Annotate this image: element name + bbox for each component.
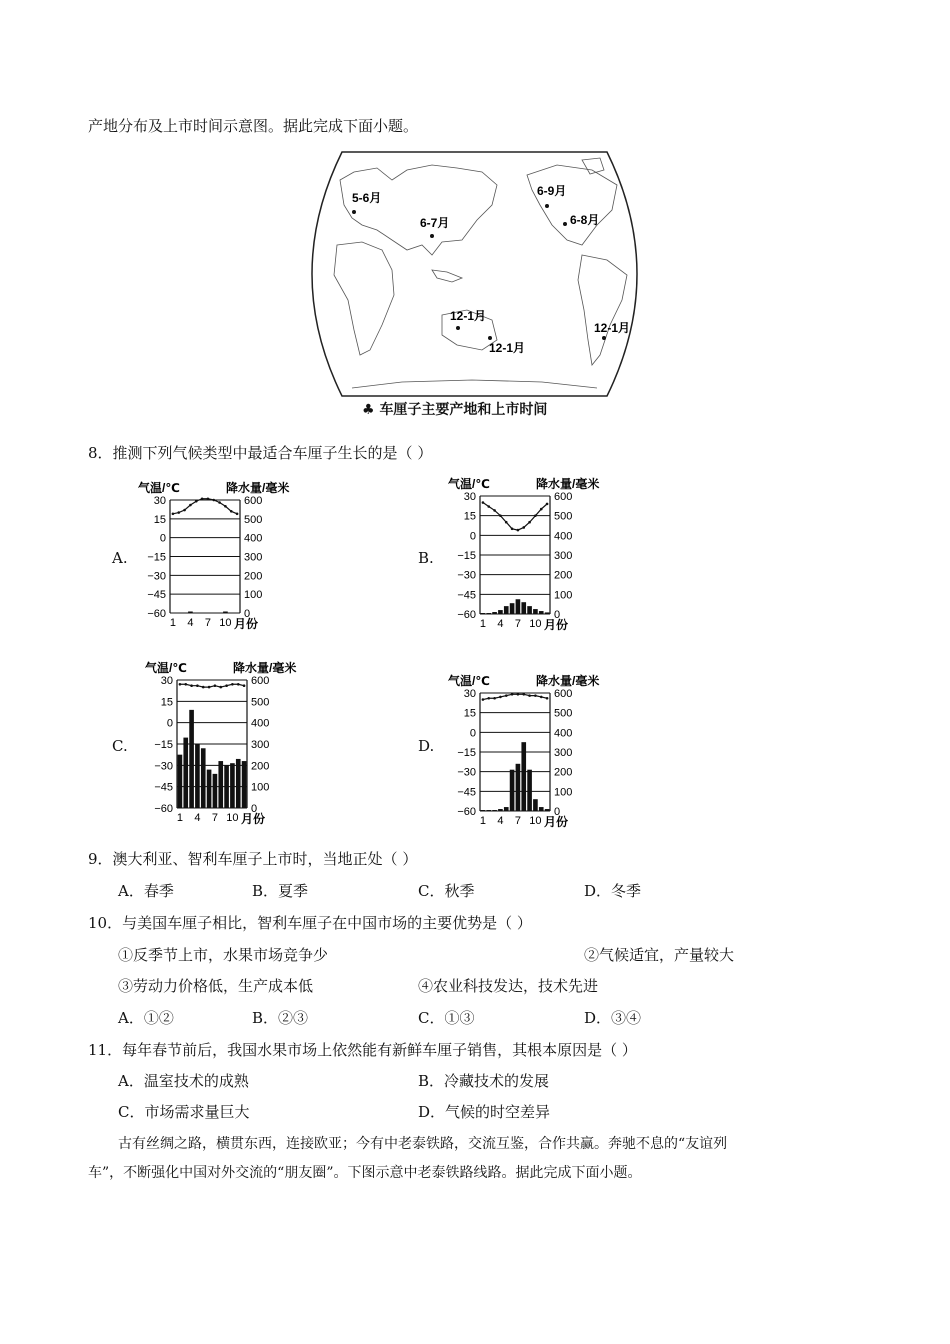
- temp-point: [230, 510, 233, 513]
- temp-tick-label: 0: [469, 530, 476, 543]
- temp-tick-label: 30: [463, 491, 476, 503]
- precip-bar: [183, 738, 188, 808]
- precip-tick-label: 300: [251, 739, 270, 751]
- world-map: [282, 150, 667, 398]
- temp-point: [517, 529, 520, 532]
- temp-point: [540, 696, 543, 699]
- temp-tick-label: 30: [160, 675, 173, 687]
- temp-point: [237, 683, 240, 686]
- temp-tick-label: −45: [457, 589, 476, 602]
- precip-tick-label: 400: [244, 532, 263, 545]
- q9-stem: 9．澳大利亚、智利车厘子上市时，当地正处（ ）: [88, 850, 418, 868]
- map-label: 12-1月: [450, 309, 487, 323]
- temp-axis-title: 气温/℃: [448, 477, 490, 491]
- precip-tick-label: 400: [554, 727, 573, 740]
- map-label: 12-1月: [489, 341, 526, 355]
- climate-chart-d: [448, 673, 618, 833]
- temp-point: [190, 684, 193, 687]
- precip-bar: [516, 599, 521, 614]
- q11-option-b[interactable]: B．冷藏技术的发展: [418, 1072, 550, 1090]
- precip-tick-label: 200: [554, 569, 573, 582]
- month-tick-label: 7: [514, 618, 521, 630]
- passage-line-2: 车”，不断强化中国对外交流的“朋友圈”。下图示意中老泰铁路线路。据此完成下面小题。: [88, 1165, 642, 1181]
- month-tick-label: 10: [226, 812, 239, 824]
- temp-point: [522, 693, 525, 696]
- temp-point: [189, 504, 192, 507]
- temp-point: [179, 683, 182, 686]
- temp-tick-label: 15: [463, 510, 476, 523]
- precip-bar: [207, 770, 212, 808]
- cherry-marker: [545, 204, 549, 208]
- q11-option-d[interactable]: D．气候的时空差异: [418, 1103, 551, 1121]
- month-tick-label: 1: [479, 815, 486, 827]
- temp-point: [214, 684, 217, 687]
- temp-axis-title: 气温/℃: [138, 481, 180, 495]
- precip-bar: [195, 744, 200, 808]
- q10-item-4: ④农业科技发达，技术先进: [418, 977, 599, 995]
- precip-tick-label: 0: [554, 609, 561, 621]
- cherry-marker: [456, 326, 460, 330]
- temp-point: [493, 697, 496, 700]
- precip-bar: [516, 764, 521, 811]
- precip-tick-label: 500: [251, 696, 270, 709]
- passage-line-1: 古有丝绸之路，横贯东西，连接欧亚；今有中老泰铁路，交流互鉴，合作共赢。奔驰不息的“友谊列: [118, 1136, 728, 1152]
- month-tick-label: 1: [169, 617, 176, 629]
- precip-tick-label: 0: [251, 803, 258, 815]
- temp-tick-label: −45: [457, 786, 476, 799]
- temp-tick-label: −30: [457, 766, 476, 779]
- temp-point: [534, 514, 537, 517]
- temp-point: [177, 511, 180, 514]
- precip-bar: [223, 611, 228, 613]
- month-tick-label: 4: [194, 812, 201, 824]
- temp-point: [534, 694, 537, 697]
- precip-bar: [230, 763, 235, 808]
- month-axis-title: 月份: [241, 812, 266, 826]
- temp-tick-label: 15: [160, 696, 173, 709]
- temp-point: [511, 527, 514, 530]
- precip-bar: [486, 810, 491, 811]
- precip-bar: [539, 611, 544, 614]
- temp-axis-title: 气温/℃: [448, 674, 490, 688]
- precip-bar: [521, 602, 526, 614]
- q9-option-d[interactable]: D．冬季: [584, 882, 642, 900]
- temp-point: [172, 513, 175, 516]
- q10-option-c[interactable]: C．①③: [418, 1009, 475, 1027]
- precip-bar: [236, 759, 241, 808]
- temp-point: [482, 501, 485, 504]
- precip-bar: [498, 610, 503, 614]
- temp-point: [499, 696, 502, 699]
- temp-point: [202, 686, 205, 689]
- precip-bar: [486, 613, 491, 614]
- temp-tick-label: −15: [457, 550, 476, 562]
- temp-tick-label: −15: [154, 739, 173, 751]
- month-tick-label: 4: [497, 618, 504, 630]
- precip-tick-label: 300: [554, 550, 573, 562]
- month-axis-title: 月份: [234, 617, 259, 631]
- temp-point: [499, 514, 502, 517]
- temp-point: [208, 686, 211, 689]
- precip-bar: [527, 770, 532, 811]
- precip-bar: [539, 807, 544, 811]
- temp-point: [231, 683, 234, 686]
- map-label: 6-9月: [537, 184, 567, 198]
- precip-tick-label: 100: [244, 589, 263, 602]
- q10-item-2: ②气候适宜，产量较大: [584, 946, 735, 964]
- temp-tick-label: −30: [154, 760, 173, 773]
- temp-point: [196, 684, 199, 687]
- temp-point: [487, 697, 490, 700]
- temp-point: [528, 694, 531, 697]
- q10-option-a[interactable]: A．①②: [118, 1009, 174, 1027]
- temp-tick-label: 30: [463, 688, 476, 700]
- precip-axis-title: 降水量/毫米: [226, 481, 290, 495]
- precip-bar: [492, 810, 497, 811]
- precip-bar: [533, 799, 538, 811]
- precip-tick-label: 400: [251, 717, 270, 730]
- temp-tick-label: 0: [159, 532, 166, 545]
- temp-line: [173, 499, 237, 514]
- q10-option-d[interactable]: D．③④: [584, 1009, 642, 1027]
- temp-tick-label: −45: [154, 781, 173, 794]
- month-tick-label: 10: [529, 815, 542, 827]
- q8-stem: 8．推测下列气候类型中最适合车厘子生长的是（ ）: [88, 444, 433, 462]
- month-tick-label: 7: [204, 617, 211, 629]
- q8-option-a-label: A.: [112, 549, 128, 567]
- map-caption: ♣ 车厘子主要产地和上市时间: [362, 402, 548, 418]
- precip-bar: [510, 770, 515, 811]
- precip-bar: [504, 606, 509, 614]
- precip-bar: [242, 761, 247, 808]
- temp-tick-label: 30: [153, 495, 166, 507]
- temp-point: [546, 697, 549, 700]
- temp-point: [218, 501, 221, 504]
- temp-point: [493, 509, 496, 512]
- temp-point: [236, 513, 239, 516]
- month-tick-label: 7: [211, 812, 218, 824]
- temp-tick-label: −60: [457, 806, 476, 818]
- temp-point: [522, 526, 525, 529]
- precip-bar: [545, 809, 550, 811]
- month-axis-title: 月份: [544, 618, 569, 632]
- map-label: 6-8月: [570, 213, 600, 227]
- temp-axis-title: 气温/℃: [145, 661, 187, 675]
- precip-bar: [201, 748, 206, 808]
- temp-point: [184, 683, 187, 686]
- precip-bar: [481, 810, 486, 811]
- temp-point: [207, 497, 210, 500]
- temp-tick-label: −30: [457, 569, 476, 582]
- precip-bar: [178, 755, 183, 808]
- q11-stem: 11．每年春节前后，我国水果市场上依然能有新鲜车厘子销售，其根本原因是（ ）: [88, 1041, 637, 1059]
- cherry-icon: ♣: [362, 402, 375, 418]
- precip-bar: [188, 611, 193, 613]
- q11-option-c[interactable]: C．市场需求量巨大: [118, 1103, 250, 1121]
- map-label: 6-7月: [420, 216, 450, 230]
- precip-tick-label: 100: [251, 781, 270, 794]
- month-tick-label: 1: [479, 618, 486, 630]
- precip-bar: [533, 609, 538, 614]
- temp-point: [219, 686, 222, 689]
- precip-axis-title: 降水量/毫米: [536, 674, 600, 688]
- intro-line: 产地分布及上市时间示意图。据此完成下面小题。: [88, 117, 419, 135]
- precip-tick-label: 600: [554, 688, 573, 700]
- q10-stem: 10．与美国车厘子相比，智利车厘子在中国市场的主要优势是（ ）: [88, 914, 532, 932]
- precip-axis-title: 降水量/毫米: [233, 661, 297, 675]
- precip-bar: [504, 807, 509, 811]
- precip-tick-label: 100: [554, 786, 573, 799]
- temp-point: [482, 698, 485, 701]
- temp-point: [243, 684, 246, 687]
- temp-tick-label: −60: [457, 609, 476, 621]
- cherry-marker: [563, 222, 567, 226]
- temp-tick-label: 15: [153, 513, 166, 526]
- map-label: 5-6月: [352, 191, 382, 205]
- precip-tick-label: 600: [554, 491, 573, 503]
- temp-tick-label: −60: [147, 608, 166, 620]
- cherry-marker: [602, 336, 606, 340]
- month-tick-label: 10: [219, 617, 232, 629]
- precip-tick-label: 500: [554, 707, 573, 720]
- precip-bar: [492, 612, 497, 614]
- precip-tick-label: 400: [554, 530, 573, 543]
- temp-point: [195, 500, 198, 503]
- month-tick-label: 4: [187, 617, 194, 629]
- temp-point: [505, 521, 508, 524]
- temp-tick-label: 0: [469, 727, 476, 740]
- q10-item-3: ③劳动力价格低，生产成本低: [118, 977, 314, 995]
- temp-point: [183, 509, 186, 512]
- q10-option-b[interactable]: B．②③: [252, 1009, 309, 1027]
- precip-bar: [224, 765, 229, 808]
- temp-tick-label: 15: [463, 707, 476, 720]
- precip-bar: [527, 606, 532, 614]
- q9-option-c[interactable]: C．秋季: [418, 882, 475, 900]
- precip-bar: [189, 710, 194, 808]
- temp-tick-label: −15: [147, 551, 166, 564]
- q8-option-d-label: D.: [418, 737, 435, 755]
- precip-tick-label: 300: [554, 747, 573, 759]
- temp-point: [528, 521, 531, 524]
- temp-line: [180, 684, 244, 687]
- precip-axis-title: 降水量/毫米: [536, 477, 600, 491]
- temp-tick-label: −45: [147, 589, 166, 602]
- precip-tick-label: 600: [251, 675, 270, 687]
- precip-bar: [213, 774, 218, 808]
- precip-bar: [545, 612, 550, 614]
- precip-bar: [510, 603, 515, 614]
- temp-tick-label: −15: [457, 747, 476, 759]
- temp-point: [225, 684, 228, 687]
- q9-option-a[interactable]: A．春季: [118, 882, 174, 900]
- precip-tick-label: 600: [244, 495, 263, 507]
- precip-bar: [521, 742, 526, 811]
- precip-tick-label: 200: [244, 570, 263, 583]
- precip-bar: [481, 613, 486, 614]
- month-tick-label: 7: [514, 815, 521, 827]
- temp-point: [505, 694, 508, 697]
- precip-bar: [498, 809, 503, 811]
- climate-chart-c: [145, 660, 315, 830]
- map-border: [312, 152, 637, 396]
- q8-option-b-label: B.: [418, 549, 434, 567]
- precip-tick-label: 500: [554, 510, 573, 523]
- precip-tick-label: 100: [554, 589, 573, 602]
- q11-option-a[interactable]: A．温室技术的成熟: [118, 1072, 249, 1090]
- q8-option-c-label: C.: [112, 737, 128, 755]
- temp-point: [517, 693, 520, 696]
- month-tick-label: 10: [529, 618, 542, 630]
- temp-tick-label: −60: [154, 803, 173, 815]
- month-axis-title: 月份: [544, 815, 569, 829]
- temp-line: [483, 503, 547, 531]
- map-label: 12-1月: [594, 321, 631, 335]
- cherry-marker: [352, 210, 356, 214]
- temp-line: [483, 694, 547, 699]
- precip-tick-label: 300: [244, 551, 263, 564]
- temp-point: [224, 505, 227, 508]
- climate-chart-b: [448, 476, 618, 636]
- temp-point: [540, 508, 543, 511]
- precip-bar: [218, 761, 223, 808]
- q9-option-b[interactable]: B．夏季: [252, 882, 309, 900]
- precip-tick-label: 200: [554, 766, 573, 779]
- cherry-marker: [488, 336, 492, 340]
- temp-point: [546, 503, 549, 506]
- month-tick-label: 4: [497, 815, 504, 827]
- temp-point: [487, 505, 490, 508]
- climate-chart-a: [138, 480, 308, 635]
- temp-point: [511, 693, 514, 696]
- temp-point: [212, 499, 215, 502]
- q10-item-1: ①反季节上市，水果市场竞争少: [118, 946, 329, 964]
- temp-tick-label: −30: [147, 570, 166, 583]
- temp-point: [201, 497, 204, 500]
- month-tick-label: 1: [176, 812, 183, 824]
- cherry-marker: [430, 234, 434, 238]
- temp-tick-label: 0: [166, 717, 173, 730]
- precip-tick-label: 500: [244, 513, 263, 526]
- precip-tick-label: 0: [554, 806, 561, 818]
- precip-tick-label: 0: [244, 608, 251, 620]
- precip-tick-label: 200: [251, 760, 270, 773]
